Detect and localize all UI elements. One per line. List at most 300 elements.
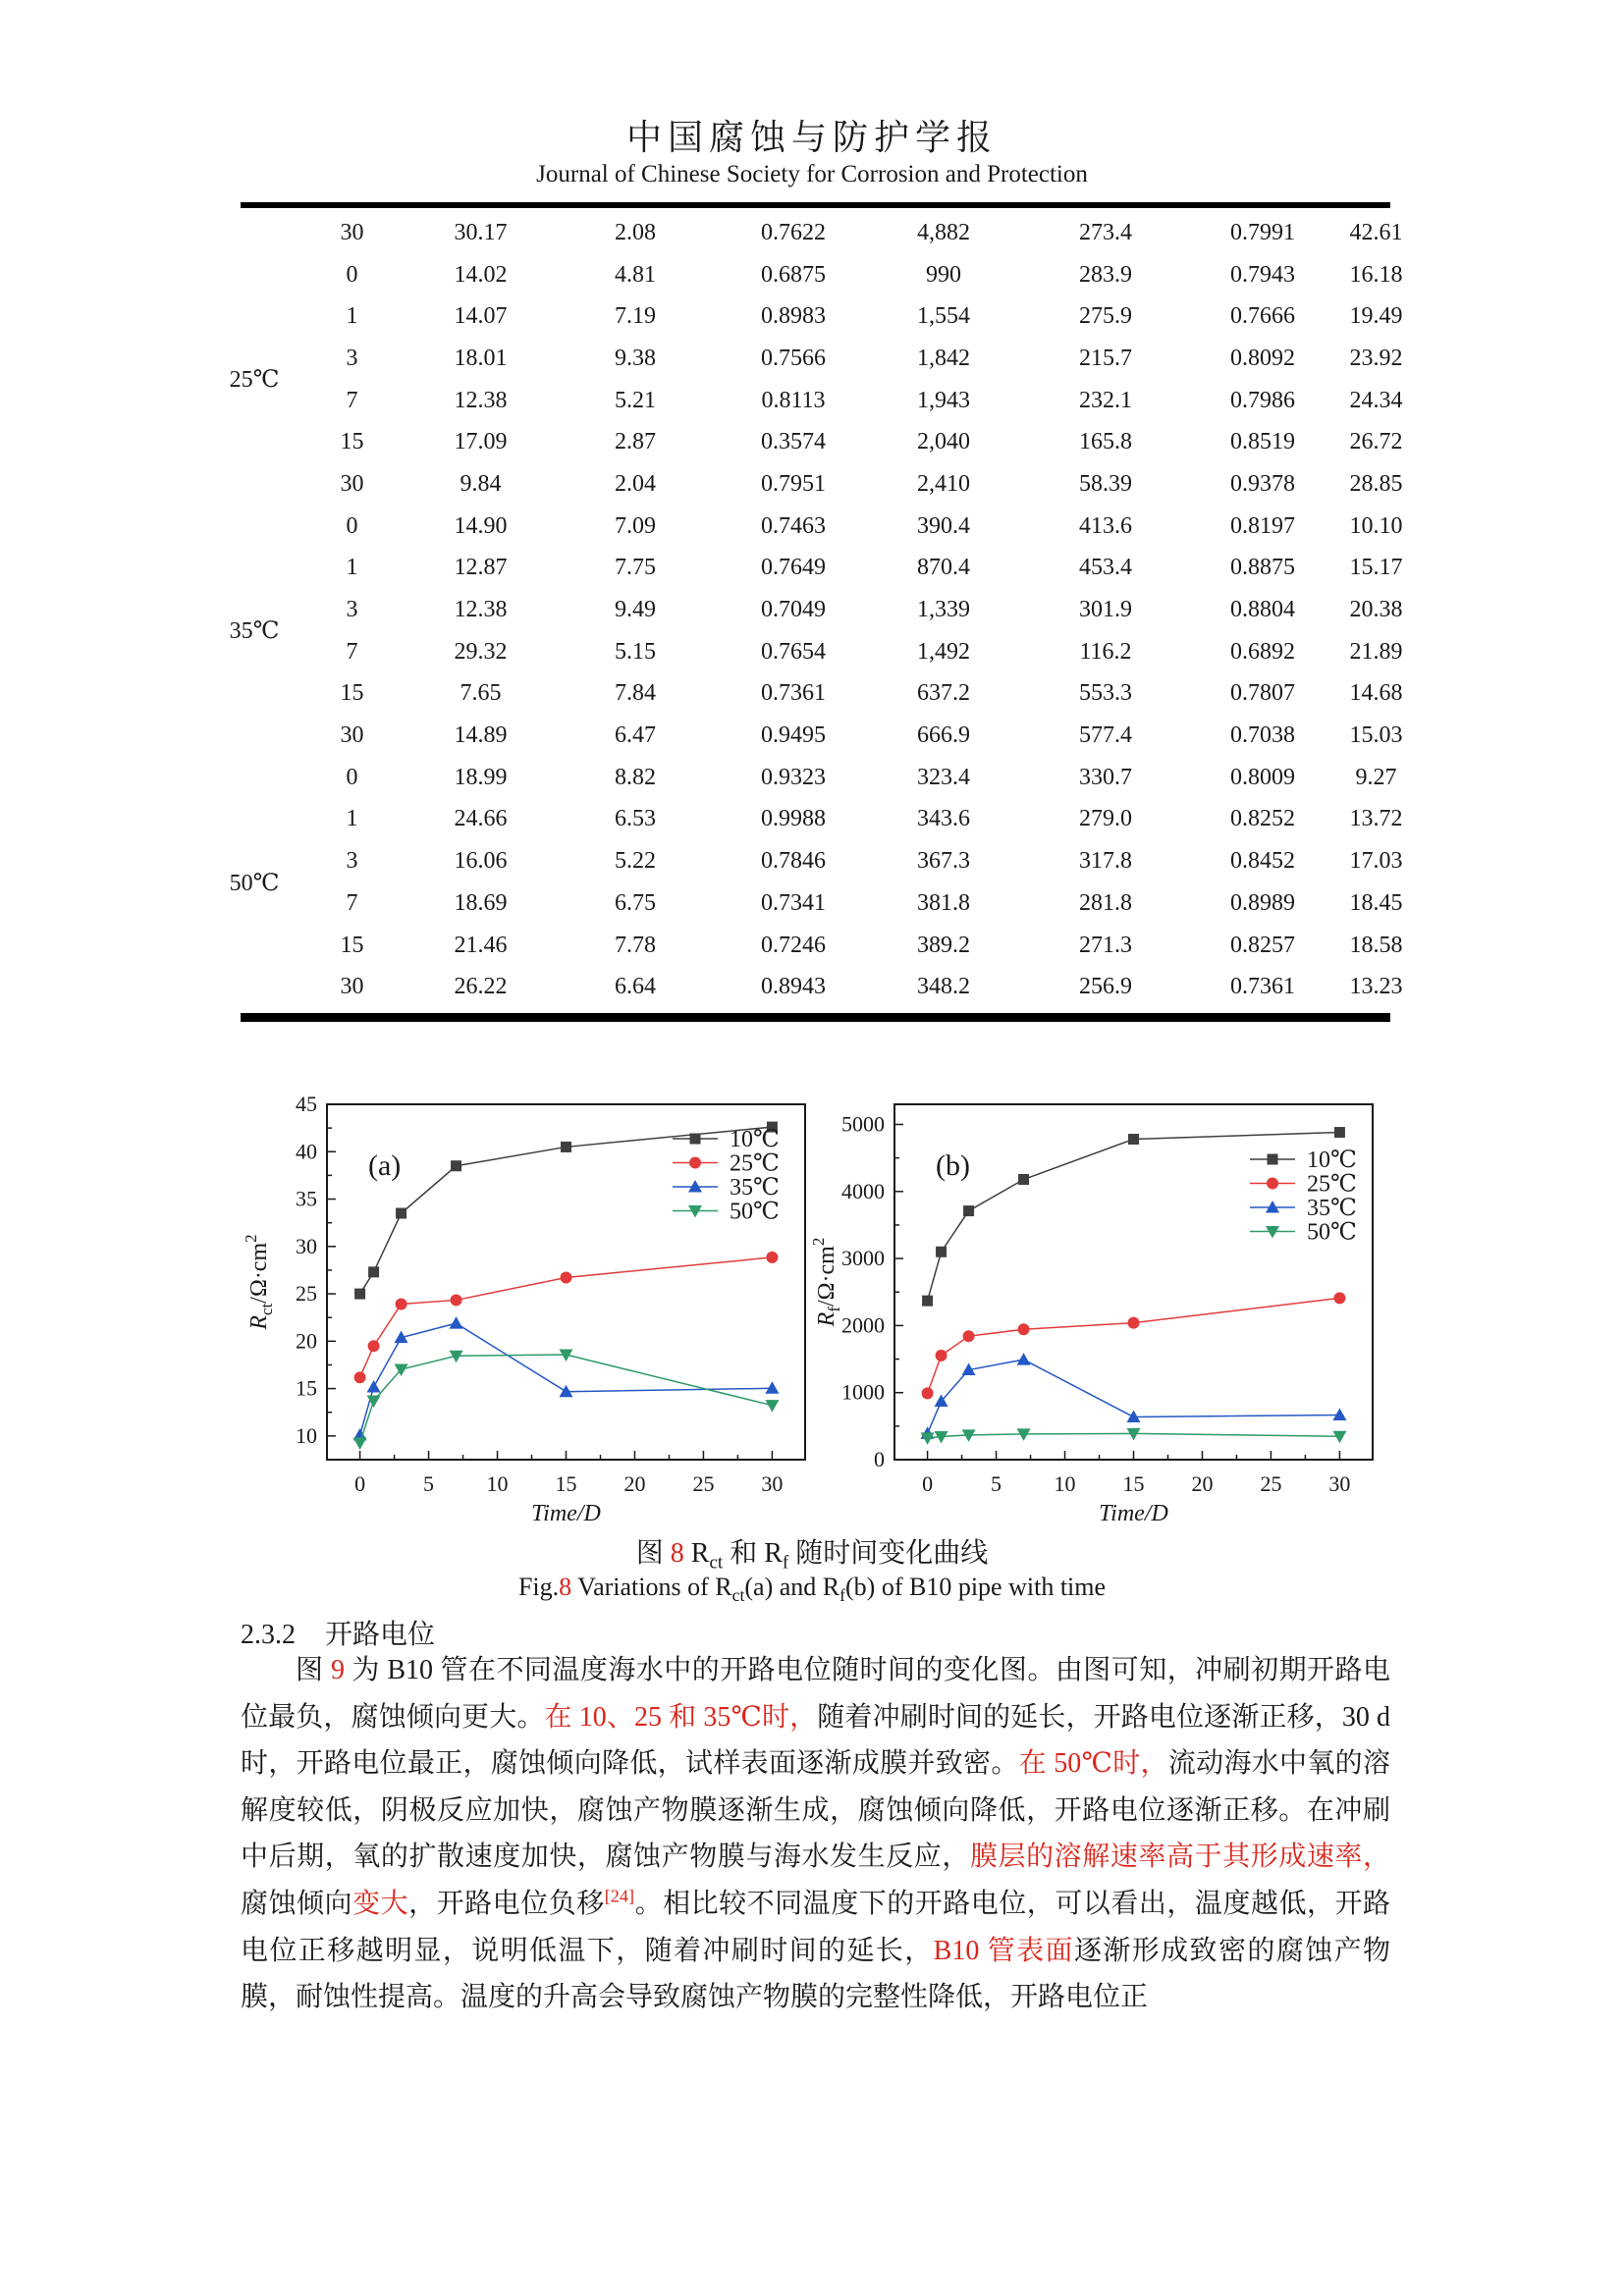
legend-label: 25℃ — [1307, 1171, 1357, 1198]
table-cell: 12.87 — [454, 555, 508, 581]
table-cell: 14.07 — [454, 303, 508, 330]
table-cell: 3 — [346, 345, 358, 371]
table-row — [214, 673, 1419, 716]
table-cell: 637.2 — [917, 680, 970, 707]
text-segment: 腐蚀倾向 — [241, 1888, 353, 1919]
table-cell: 24.66 — [454, 806, 508, 832]
data-point — [561, 1142, 571, 1152]
text-segment: 和 R — [723, 1538, 783, 1569]
data-point — [1332, 1431, 1346, 1444]
table-cell: 4.81 — [615, 261, 656, 288]
table-cell: 58.39 — [1079, 470, 1132, 497]
data-point — [1333, 1292, 1345, 1304]
table-cell: 23.92 — [1349, 345, 1403, 371]
y-tick-label: 1000 — [841, 1379, 885, 1405]
table-cell: 413.6 — [1079, 512, 1132, 539]
table-cell: 0 — [346, 261, 358, 288]
table-cell: 18.01 — [454, 345, 508, 371]
table-row — [214, 925, 1419, 967]
table-cell: 281.8 — [1079, 889, 1132, 916]
table-cell: 2,040 — [917, 429, 970, 455]
table-cell: 16.06 — [454, 848, 508, 875]
table-cell: 381.8 — [917, 889, 970, 916]
table-cell: 0.7846 — [761, 848, 826, 875]
text-segment: 随着冲刷时间的延长，开路电位逐渐正移，30 d 时，开路电位最正，腐蚀倾向降低，试样表面逐渐成膜并致密。 — [241, 1701, 1390, 1780]
table-cell: 13.23 — [1349, 974, 1403, 1000]
table-cell: 283.9 — [1079, 261, 1132, 288]
series-35℃ — [921, 1353, 1347, 1439]
data-point — [1128, 1134, 1139, 1145]
section-heading — [241, 1613, 435, 1652]
table-cell: 0.7807 — [1230, 680, 1295, 707]
y-axis-title: $R_{ct}/\Omega\cdot cm^2$ — [242, 1234, 276, 1330]
table-cell: 0.7341 — [761, 889, 826, 916]
data-point — [765, 1400, 779, 1413]
data-table-container — [214, 212, 1419, 1008]
table-cell: 0.7649 — [761, 555, 826, 581]
table-cell: 256.9 — [1079, 974, 1132, 1000]
table-cell: 232.1 — [1079, 387, 1132, 413]
table-row — [214, 212, 1419, 254]
y-tick-label: 40 — [296, 1139, 317, 1164]
table-cell: 9.38 — [615, 345, 656, 371]
data-point — [963, 1205, 974, 1216]
series-25℃ — [922, 1292, 1346, 1399]
table-cell: 0.7246 — [761, 932, 826, 958]
x-tick-label: 5 — [423, 1471, 435, 1496]
x-tick-label: 30 — [761, 1471, 784, 1496]
table-cell: 0.8009 — [1230, 764, 1295, 790]
table-cell: 30 — [340, 470, 364, 497]
text-segment: 在 10、25 和 35℃时， — [544, 1701, 818, 1733]
table-cell: 30 — [340, 219, 364, 245]
series-35℃ — [353, 1316, 780, 1440]
data-point — [396, 1208, 406, 1219]
table-cell: 0.8875 — [1230, 555, 1295, 581]
x-tick-label: 0 — [354, 1471, 366, 1496]
table-cell: 15.17 — [1349, 555, 1403, 581]
table-cell: 0.7038 — [1230, 722, 1295, 749]
table-cell: 0.7951 — [761, 470, 826, 497]
x-tick-label: 0 — [922, 1471, 934, 1496]
table-cell: 870.4 — [917, 555, 970, 581]
table-cell: 990 — [926, 261, 961, 288]
x-tick-label: 25 — [692, 1471, 715, 1496]
data-point — [936, 1247, 947, 1257]
table-cell: 1 — [346, 555, 358, 581]
table-cell: 0.8252 — [1230, 806, 1295, 832]
table-cell: 21.89 — [1349, 638, 1403, 665]
table-cell: 273.4 — [1079, 219, 1132, 245]
legend-marker — [1268, 1154, 1278, 1165]
table-cell: 15 — [340, 932, 364, 958]
table-cell: 30 — [340, 974, 364, 1000]
x-tick-label: 15 — [1122, 1471, 1145, 1496]
data-point — [936, 1350, 947, 1362]
table-cell: 17.09 — [454, 429, 508, 455]
text-segment: B10 管表面 — [933, 1935, 1074, 1966]
table-row — [214, 882, 1419, 925]
journal-title-en: Journal of Chinese Society for Corrosion and Protection — [536, 161, 1088, 187]
legend-label: 50℃ — [730, 1199, 780, 1225]
y-tick-label: 5000 — [841, 1111, 885, 1137]
table-cell: 5.21 — [615, 387, 656, 413]
chart-panel-a — [242, 1092, 805, 1526]
table-cell: 0.8804 — [1230, 597, 1295, 623]
table-row — [214, 966, 1419, 1008]
data-point — [922, 1296, 933, 1307]
data-point — [450, 1316, 463, 1329]
text-segment: 8 — [670, 1538, 684, 1569]
table-row — [214, 757, 1419, 799]
text-segment: (a) and R — [744, 1573, 840, 1601]
series-50℃ — [353, 1350, 780, 1450]
table-row — [214, 715, 1419, 757]
table-cell: 7.65 — [460, 680, 502, 707]
series-line — [928, 1298, 1340, 1393]
data-point — [1332, 1408, 1346, 1420]
table-cell: 0.6892 — [1230, 638, 1295, 665]
citation-ref: [24] — [604, 1886, 635, 1906]
legend-label: 50℃ — [1307, 1219, 1357, 1246]
table-cell: 389.2 — [917, 932, 970, 958]
table-cell: 1,339 — [917, 597, 970, 623]
x-tick-label: 20 — [1191, 1471, 1214, 1496]
table-cell: 2.87 — [615, 429, 656, 455]
table-cell: 7.09 — [615, 512, 656, 539]
x-axis-title: Time/D — [1099, 1501, 1168, 1526]
table-cell: 21.46 — [454, 932, 508, 958]
text-segment: 逐渐形成致密的腐蚀产物膜，耐蚀性提高。温度的升高会导致腐蚀产物膜的完整性降低，开路电位正 — [241, 1935, 1390, 2013]
table-cell: 3 — [346, 848, 358, 875]
table-row — [214, 463, 1419, 506]
table-cell: 0.7049 — [761, 597, 826, 623]
axis-tick-labels — [841, 1111, 1350, 1496]
table-cell: 1 — [346, 806, 358, 832]
table-cell: 9.27 — [1355, 764, 1397, 790]
table-cell: 0.7666 — [1230, 303, 1295, 330]
text-segment: f — [782, 1552, 789, 1574]
table-cell: 1,943 — [917, 387, 970, 413]
table-cell: 275.9 — [1079, 303, 1132, 330]
legend-label: 10℃ — [730, 1127, 780, 1152]
data-point — [368, 1340, 380, 1352]
text-segment: 随时间变化曲线 — [788, 1538, 989, 1569]
table-cell: 28.85 — [1349, 470, 1403, 497]
text-segment: ct — [731, 1585, 745, 1606]
table-cell: 17.03 — [1349, 848, 1403, 875]
table-cell: 1,842 — [917, 345, 970, 371]
table-cell: 7.84 — [615, 680, 656, 707]
y-axis-title: $R_f/\Omega\cdot cm^2$ — [809, 1237, 843, 1327]
legend-marker — [1267, 1178, 1278, 1190]
data-point — [766, 1252, 778, 1263]
table-cell: 15 — [340, 429, 364, 455]
data-point — [922, 1387, 934, 1399]
table-cell: 30 — [340, 722, 364, 749]
table-cell: 18.69 — [454, 889, 508, 916]
series-line — [360, 1355, 773, 1443]
table-row — [214, 338, 1419, 380]
series-line — [928, 1360, 1340, 1433]
data-point — [354, 1289, 365, 1300]
table-cell: 165.8 — [1079, 429, 1132, 455]
text-segment: 为 B10 管在不同温度海水中的开路电位随时间的变化图。由图可知，冲刷初期开路电位最负，腐蚀倾向更大。 — [241, 1655, 1390, 1733]
table-cell: 0.7361 — [1230, 974, 1295, 1000]
table-cell: 6.64 — [615, 974, 656, 1000]
data-point — [1018, 1174, 1029, 1185]
table-bottom-rule — [241, 1013, 1390, 1022]
table-cell: 390.4 — [917, 512, 970, 539]
table-cell: 14.89 — [454, 722, 508, 749]
table-cell: 553.3 — [1079, 680, 1132, 707]
y-tick-label: 3000 — [841, 1246, 885, 1271]
legend-label: 35℃ — [1307, 1196, 1357, 1221]
table-row — [214, 840, 1419, 882]
legend-item — [1250, 1172, 1357, 1198]
data-point — [396, 1298, 407, 1309]
text-segment: 9 — [330, 1655, 345, 1685]
table-cell: 0.7654 — [761, 638, 826, 665]
table-row — [214, 380, 1419, 422]
table-cell: 13.72 — [1349, 806, 1403, 832]
legend-marker — [689, 1157, 701, 1169]
table-cell: 7.19 — [615, 303, 656, 330]
temperature-label: 25℃ — [229, 367, 280, 394]
temperature-label: 35℃ — [229, 618, 280, 645]
legend-item — [673, 1151, 780, 1177]
table-cell: 367.3 — [917, 848, 970, 875]
figure-caption-en — [0, 1573, 1624, 1606]
legend-item — [1250, 1196, 1357, 1221]
legend — [1250, 1148, 1357, 1246]
table-row — [214, 254, 1419, 296]
y-tick-label: 25 — [296, 1281, 317, 1307]
table-cell: 0.8113 — [761, 387, 826, 413]
table-cell: 24.34 — [1349, 387, 1403, 413]
journal-title-zh: 中国腐蚀与防护学报 — [625, 118, 998, 157]
table-cell: 453.4 — [1079, 555, 1132, 581]
x-tick-label: 15 — [555, 1471, 577, 1496]
table-cell: 26.72 — [1349, 429, 1403, 455]
table-cell: 12.38 — [454, 597, 508, 623]
text-segment: (b) of B10 pipe with time — [845, 1573, 1107, 1601]
table-cell: 2,410 — [917, 470, 970, 497]
table-cell: 0 — [346, 512, 358, 539]
table-cell: 0.7986 — [1230, 387, 1295, 413]
legend-item — [673, 1175, 780, 1201]
legend-item — [1250, 1148, 1357, 1173]
data-point — [963, 1330, 975, 1342]
table-cell: 330.7 — [1079, 764, 1132, 790]
series-50℃ — [921, 1428, 1347, 1445]
figure-caption-zh — [0, 1531, 1624, 1575]
panel-label: (a) — [368, 1149, 402, 1182]
table-row — [214, 631, 1419, 673]
table-cell: 18.99 — [454, 764, 508, 790]
table-cell: 116.2 — [1079, 638, 1132, 665]
table-cell: 2.08 — [615, 219, 656, 245]
text-segment: 图 — [635, 1538, 671, 1569]
table-cell: 16.18 — [1349, 261, 1403, 288]
table-cell: 0.7943 — [1230, 261, 1295, 288]
table-cell: 6.53 — [615, 806, 656, 832]
table-cell: 5.15 — [615, 638, 656, 665]
text-segment: Fig. — [517, 1573, 560, 1601]
table-cell: 14.02 — [454, 261, 508, 288]
table-cell: 0.8519 — [1230, 429, 1295, 455]
text-segment: 图 — [296, 1655, 331, 1685]
table-cell: 3 — [346, 597, 358, 623]
table-top-rule — [241, 202, 1390, 208]
table-cell: 6.47 — [615, 722, 656, 749]
table-cell: 0.7566 — [761, 345, 826, 371]
table-cell: 12.38 — [454, 387, 508, 413]
table-cell: 15 — [340, 680, 364, 707]
text-segment: 。相比较不同温度下的开路电位，可以看出，温度越低，开路电位正移越明显，说明低温下，随着冲刷时间的延长， — [241, 1888, 1390, 1966]
data-point — [368, 1266, 379, 1277]
y-tick-label: 4000 — [841, 1178, 885, 1203]
x-tick-label: 10 — [486, 1471, 509, 1496]
table-cell: 26.22 — [454, 974, 508, 1000]
table-cell: 0.9378 — [1230, 470, 1295, 497]
table-cell: 2.04 — [615, 470, 656, 497]
data-point — [367, 1380, 381, 1393]
series-line — [360, 1323, 773, 1435]
data-point — [1128, 1317, 1140, 1329]
x-axis-title: Time/D — [531, 1501, 601, 1526]
table-cell: 271.3 — [1079, 932, 1132, 958]
table-cell: 0 — [346, 764, 358, 790]
y-tick-label: 10 — [296, 1422, 317, 1448]
section-number: 2.3.2 — [241, 1620, 296, 1650]
table-row — [214, 421, 1419, 463]
table-cell: 8.82 — [615, 764, 656, 790]
table-cell: 0.9495 — [761, 722, 826, 749]
table-cell: 0.7361 — [761, 680, 826, 707]
data-point — [451, 1160, 461, 1171]
table-row — [214, 506, 1419, 548]
table-cell: 0.8452 — [1230, 848, 1295, 875]
table-row — [214, 589, 1419, 631]
table-cell: 19.49 — [1349, 303, 1403, 330]
table-row — [214, 548, 1419, 590]
table-cell: 42.61 — [1349, 219, 1403, 245]
data-point — [1017, 1353, 1031, 1365]
table-cell: 20.38 — [1349, 597, 1403, 623]
text-segment: 变大 — [352, 1888, 409, 1919]
table-cell: 323.4 — [917, 764, 970, 790]
table-cell: 348.2 — [917, 974, 970, 1000]
table-cell: 0.8943 — [761, 974, 826, 1000]
y-tick-label: 35 — [296, 1186, 317, 1211]
table-cell: 0.7463 — [761, 512, 826, 539]
y-tick-label: 30 — [296, 1233, 317, 1258]
text-segment: 流动海水中氧的溶解度较低，阴极反应加快，腐蚀产物膜逐渐生成，腐蚀倾向降低，开路电位逐渐正移。在冲刷中后期，氧的扩散速度加快，腐蚀产物膜与海水发生反应， — [241, 1748, 1390, 1873]
table-cell: 301.9 — [1079, 597, 1132, 623]
table-cell: 9.84 — [460, 470, 502, 497]
table-cell: 0.8092 — [1230, 345, 1295, 371]
table-cell: 0.8989 — [1230, 889, 1295, 916]
x-tick-label: 20 — [623, 1471, 646, 1496]
y-tick-label: 15 — [296, 1375, 317, 1401]
data-table — [214, 212, 1419, 1008]
data-point — [1334, 1127, 1345, 1138]
table-cell: 1 — [346, 303, 358, 330]
table-cell: 9.49 — [615, 597, 656, 623]
text-segment: Variations of R — [571, 1573, 732, 1601]
table-cell: 7 — [346, 889, 358, 916]
table-cell: 343.6 — [917, 806, 970, 832]
table-cell: 0.9323 — [761, 764, 826, 790]
panel-label: (b) — [936, 1149, 970, 1182]
table-cell: 5.22 — [615, 848, 656, 875]
legend-label: 25℃ — [730, 1150, 780, 1177]
text-segment: 在 50℃时， — [1018, 1748, 1168, 1780]
table-cell: 30.17 — [454, 219, 508, 245]
table-cell: 7 — [346, 387, 358, 413]
table-cell: 10.10 — [1349, 512, 1403, 539]
data-point — [451, 1294, 462, 1306]
table-cell: 14.90 — [454, 512, 508, 539]
table-row — [214, 799, 1419, 841]
text-segment: R — [683, 1538, 710, 1569]
chart-panel-b — [809, 1104, 1373, 1526]
table-cell: 0.6875 — [761, 261, 826, 288]
table-cell: 15.03 — [1349, 722, 1403, 749]
table-cell: 0.3574 — [761, 429, 826, 455]
x-tick-label: 30 — [1328, 1471, 1351, 1496]
y-tick-label: 45 — [296, 1092, 317, 1116]
section-title: 开路电位 — [325, 1620, 436, 1650]
table-cell: 4,882 — [917, 219, 970, 245]
text-segment: 膜层的溶解速率高于其形成速率， — [969, 1842, 1390, 1873]
table-cell: 1,492 — [917, 638, 970, 665]
legend-label: 10℃ — [1307, 1148, 1357, 1173]
table-cell: 1,554 — [917, 303, 970, 330]
legend-item — [1250, 1220, 1357, 1246]
data-point — [1018, 1323, 1030, 1335]
table-cell: 14.68 — [1349, 680, 1403, 707]
table-cell: 0.8257 — [1230, 932, 1295, 958]
table-cell: 0.9988 — [761, 806, 826, 832]
table-cell: 0.7622 — [761, 219, 826, 245]
table-cell: 279.0 — [1079, 806, 1132, 832]
temperature-label — [214, 212, 295, 254]
table-cell: 29.32 — [454, 638, 508, 665]
table-cell: 18.45 — [1349, 889, 1403, 916]
table-cell: 7.75 — [615, 555, 656, 581]
data-point — [353, 1437, 367, 1450]
figure-8-charts — [221, 1065, 1483, 1531]
table-cell: 0.8197 — [1230, 512, 1295, 539]
legend-item — [673, 1200, 780, 1225]
legend — [673, 1127, 780, 1225]
x-tick-label: 25 — [1260, 1471, 1282, 1496]
table-cell: 317.8 — [1079, 848, 1132, 875]
data-point — [765, 1381, 779, 1394]
series-10℃ — [922, 1127, 1345, 1307]
text-segment: 8 — [559, 1573, 572, 1601]
y-tick-label: 20 — [296, 1328, 317, 1354]
text-segment: f — [839, 1585, 846, 1606]
table-row — [214, 295, 1419, 338]
temperature-label: 50℃ — [229, 870, 280, 896]
data-point — [561, 1271, 572, 1283]
y-tick-label: 0 — [874, 1447, 885, 1471]
text-segment: ct — [709, 1552, 724, 1574]
table-cell: 577.4 — [1079, 722, 1132, 749]
